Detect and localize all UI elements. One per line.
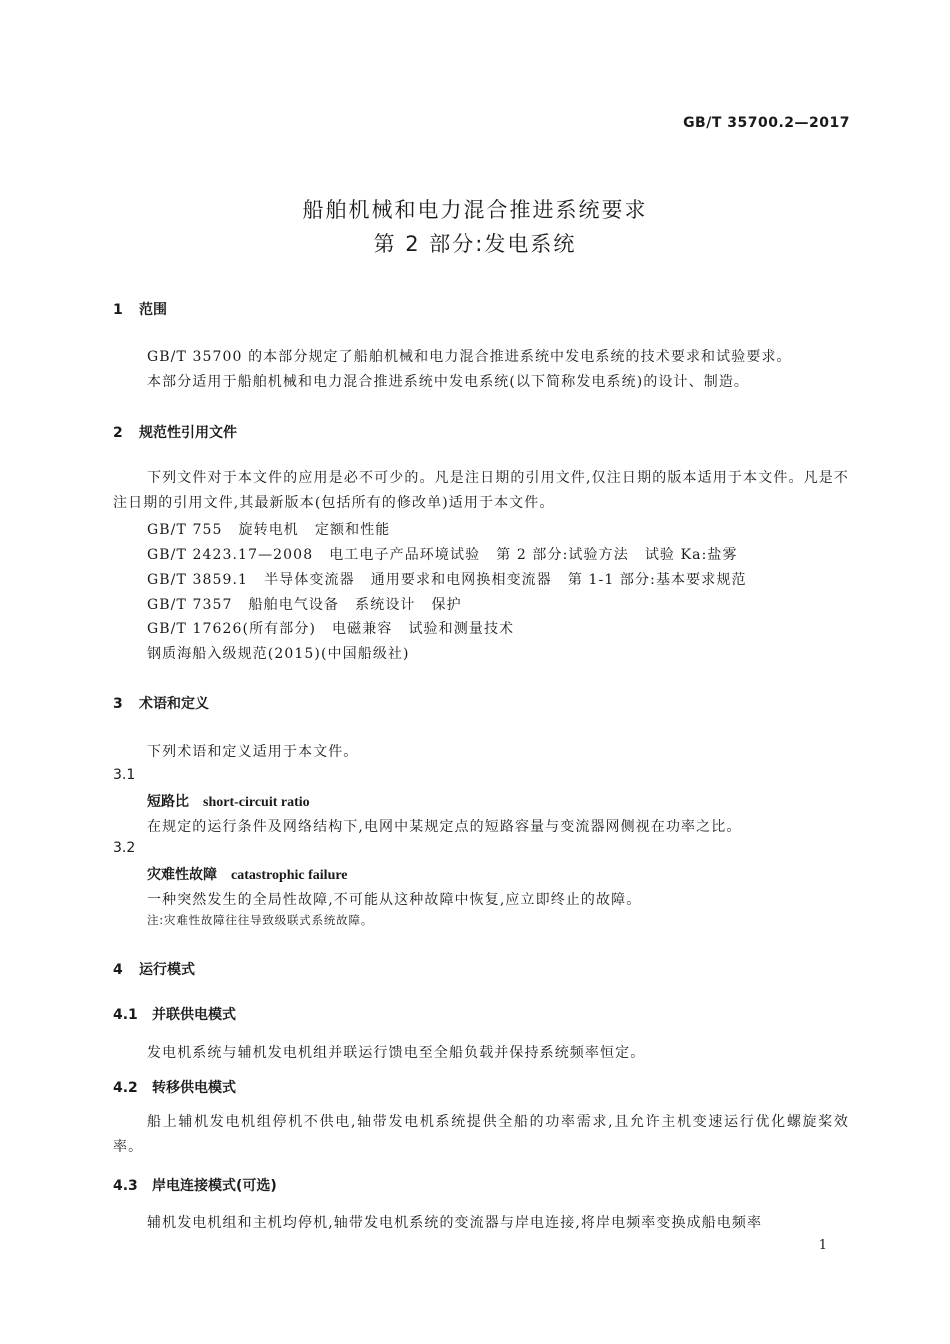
reference-code: GB/T 7357 — [147, 597, 233, 613]
section-title: 运行模式 — [139, 962, 195, 978]
section-heading-normative — [113, 422, 237, 442]
subsection-number: 4.3 — [113, 1178, 138, 1194]
reference-title: 系统设计 — [355, 597, 416, 613]
reference-code: GB/T 2423.17—2008 — [147, 547, 314, 563]
document-title: 船舶机械和电力混合推进系统要求 — [302, 198, 648, 222]
terms-intro: 下列术语和定义适用于本文件。 — [147, 744, 359, 760]
standard-number: GB/T 35700.2—2017 — [683, 115, 850, 131]
section-number: 1 — [113, 302, 123, 318]
section-heading-scope — [113, 299, 167, 319]
subsection-heading — [113, 1175, 277, 1195]
subsection-text: 船上辅机发电机组停机不供电,轴带发电机系统提供全船的功率需求,且允许主机变速运行优化螺旋桨效率。 — [113, 1114, 849, 1155]
reference-title: 通用要求和电网换相变流器 — [370, 572, 552, 588]
term-zh: 短路比 — [147, 794, 189, 810]
subsection-number: 4.1 — [113, 1007, 138, 1023]
section-title: 术语和定义 — [139, 696, 209, 712]
reference-item — [147, 544, 738, 564]
reference-title: 旋转电机 — [238, 522, 299, 538]
section-title: 规范性引用文件 — [139, 425, 237, 441]
section-number: 4 — [113, 962, 123, 978]
subsection-number: 4.2 — [113, 1080, 138, 1096]
reference-title: 试验和测量技术 — [408, 621, 515, 637]
reference-title: 第 2 部分:试验方法 — [496, 547, 629, 563]
reference-code: GB/T 755 — [147, 522, 223, 538]
reference-title: 电工电子产品环境试验 — [329, 547, 481, 563]
reference-item — [147, 594, 462, 614]
reference-item — [147, 569, 747, 589]
reference-code: GB/T 3859.1 — [147, 572, 249, 588]
document-subtitle: 第 2 部分:发电系统 — [373, 232, 577, 256]
term-definition: 一种突然发生的全局性故障,不可能从这种故障中恢复,应立即终止的故障。 — [147, 892, 642, 908]
reference-item — [147, 519, 390, 539]
subsection-text: 辅机发电机组和主机均停机,轴带发电机系统的变流器与岸电连接,将岸电频率变换成船电频率 — [147, 1215, 763, 1231]
reference-item — [147, 618, 514, 638]
section-heading-terms — [113, 693, 209, 713]
section-number: 2 — [113, 425, 123, 441]
subsection-heading — [113, 1004, 236, 1024]
reference-title: 试验 Ka:盐雾 — [644, 547, 738, 563]
subsection-text: 发电机系统与辅机发电机组并联运行馈电至全船负载并保持系统频率恒定。 — [147, 1045, 646, 1061]
section-number: 3 — [113, 696, 123, 712]
subsection-title: 并联供电模式 — [152, 1007, 236, 1023]
reference-title: 电磁兼容 — [332, 621, 393, 637]
reference-item — [147, 643, 410, 663]
section-heading-modes — [113, 959, 195, 979]
page-number: 1 — [818, 1238, 827, 1253]
scope-paragraph: GB/T 35700 的本部分规定了船舶机械和电力混合推进系统中发电系统的技术要求和试验要求。 — [147, 349, 792, 365]
reference-title: 保护 — [431, 597, 462, 613]
term-zh: 灾难性故障 — [147, 867, 217, 883]
scope-paragraph: 本部分适用于船舶机械和电力混合推进系统中发电系统(以下简称发电系统)的设计、制造。 — [147, 374, 750, 390]
section-title: 范围 — [139, 302, 167, 318]
term-note: 注:灾难性故障往往导致级联式系统故障。 — [147, 913, 374, 927]
term-number: 3.1 — [113, 767, 136, 783]
subsection-title: 岸电连接模式(可选) — [152, 1178, 277, 1194]
reference-title: 船舶电气设备 — [248, 597, 340, 613]
term-en: short-circuit ratio — [203, 795, 310, 810]
reference-title: 第 1-1 部分:基本要求规范 — [567, 572, 747, 588]
reference-code: 钢质海船入级规范(2015)(中国船级社) — [147, 646, 410, 662]
normative-intro: 下列文件对于本文件的应用是必不可少的。凡是注日期的引用文件,仅注日期的版本适用于本文件。凡是不注日期的引用文件,其最新版本(包括所有的修改单)适用于本文件。 — [113, 470, 849, 511]
term-number: 3.2 — [113, 840, 136, 856]
subsection-heading — [113, 1077, 236, 1097]
reference-title: 定额和性能 — [314, 522, 391, 538]
term-definition: 在规定的运行条件及网络结构下,电网中某规定点的短路容量与变流器网侧视在功率之比。 — [147, 819, 742, 835]
term-en: catastrophic failure — [231, 868, 348, 883]
reference-title: 半导体变流器 — [264, 572, 355, 588]
subsection-title: 转移供电模式 — [152, 1080, 236, 1096]
term-entry — [147, 864, 348, 884]
reference-code: GB/T 17626(所有部分) — [147, 621, 317, 637]
term-entry — [147, 791, 310, 811]
